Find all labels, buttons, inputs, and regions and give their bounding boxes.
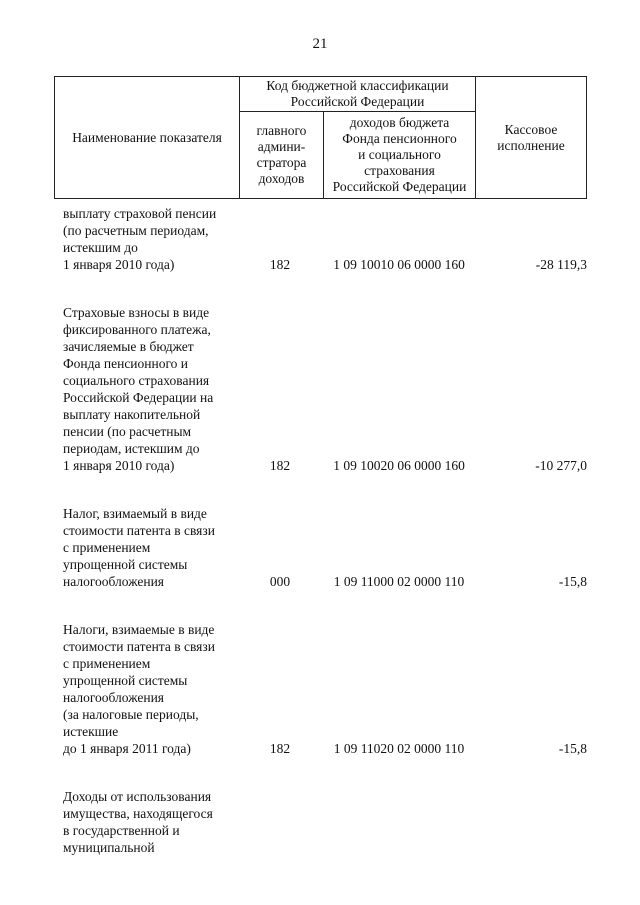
indicator-name-line: Доходы от использования: [63, 789, 212, 804]
admin-code: 182: [269, 741, 291, 756]
indicator-name-line: 1 января 2010 года): [63, 257, 175, 272]
indicator-name: [63, 304, 223, 474]
header-code-group: Код бюджетной классификации Российской Федерации: [266, 78, 449, 109]
classification-code: 1 09 11020 02 0000 110: [333, 741, 465, 756]
table-body: [54, 205, 587, 887]
indicator-name-line: упрощенной системы: [63, 557, 188, 572]
admin-code: 000: [269, 574, 291, 589]
indicator-name-line: в государственной и: [63, 823, 180, 838]
table-row: [54, 205, 587, 273]
cash-execution-value: -15,8: [558, 741, 587, 756]
header-admin-column: главного админи- стратора доходов: [256, 123, 307, 186]
classification-code: 1 09 10010 06 0000 160: [333, 257, 465, 272]
indicator-name-line: истекшим до: [63, 240, 138, 255]
cash-execution-value: -10 277,0: [535, 458, 587, 473]
header-name-column: Наименование показателя: [72, 129, 222, 145]
admin-code: 182: [269, 458, 291, 473]
classification-code: 1 09 10020 06 0000 160: [333, 458, 465, 473]
indicator-name-line: Фонда пенсионного и: [63, 356, 189, 371]
indicator-name-line: с применением: [63, 540, 151, 555]
indicator-name-line: зачисляемые в бюджет: [63, 339, 194, 354]
indicator-name-line: имущества, находящегося: [63, 806, 213, 821]
header-revenue-column: доходов бюджета Фонда пенсионного и социального страхования Российской Федерации: [332, 115, 467, 194]
indicator-name-line: пенсии (по расчетным: [63, 424, 192, 439]
indicator-name-line: налогообложения: [63, 574, 165, 589]
indicator-name-line: истекшие: [63, 724, 119, 739]
indicator-name-line: стоимости патента в связи: [63, 639, 215, 654]
indicator-name-line: Российской Федерации на: [63, 390, 214, 405]
indicator-name: [63, 205, 223, 273]
table-row: [54, 505, 587, 590]
indicator-name-line: фиксированного платежа,: [63, 322, 211, 337]
indicator-name: [63, 788, 223, 856]
header-cash-column: Кассовое исполнение: [497, 121, 565, 153]
table-row: [54, 304, 587, 474]
indicator-name-line: налогообложения: [63, 690, 165, 705]
table-header: [54, 76, 587, 199]
indicator-name: [63, 621, 223, 757]
cash-execution-value: -28 119,3: [535, 257, 587, 272]
indicator-name-line: стоимости патента в связи: [63, 523, 215, 538]
indicator-name-line: (за налоговые периоды,: [63, 707, 199, 722]
table-row: [54, 621, 587, 757]
indicator-name-line: выплату накопительной: [63, 407, 201, 422]
page-number: 21: [312, 36, 328, 52]
indicator-name-line: выплату страховой пенсии: [63, 206, 217, 221]
indicator-name-line: с применением: [63, 656, 151, 671]
indicator-name-line: Налог, взимаемый в виде: [63, 506, 207, 521]
table-row: [54, 788, 587, 856]
cash-execution-value: -15,8: [558, 574, 587, 589]
indicator-name-line: до 1 января 2011 года): [63, 741, 191, 756]
indicator-name-line: социального страхования: [63, 373, 210, 388]
indicator-name-line: периодам, истекшим до: [63, 441, 200, 456]
admin-code: 182: [269, 257, 291, 272]
indicator-name-line: упрощенной системы: [63, 673, 188, 688]
classification-code: 1 09 11000 02 0000 110: [333, 574, 465, 589]
indicator-name-line: Страховые взносы в виде: [63, 305, 210, 320]
indicator-name-line: (по расчетным периодам,: [63, 223, 209, 238]
indicator-name-line: 1 января 2010 года): [63, 458, 175, 473]
indicator-name-line: Налоги, взимаемые в виде: [63, 622, 215, 637]
indicator-name-line: муниципальной: [63, 840, 155, 855]
indicator-name: [63, 505, 223, 590]
